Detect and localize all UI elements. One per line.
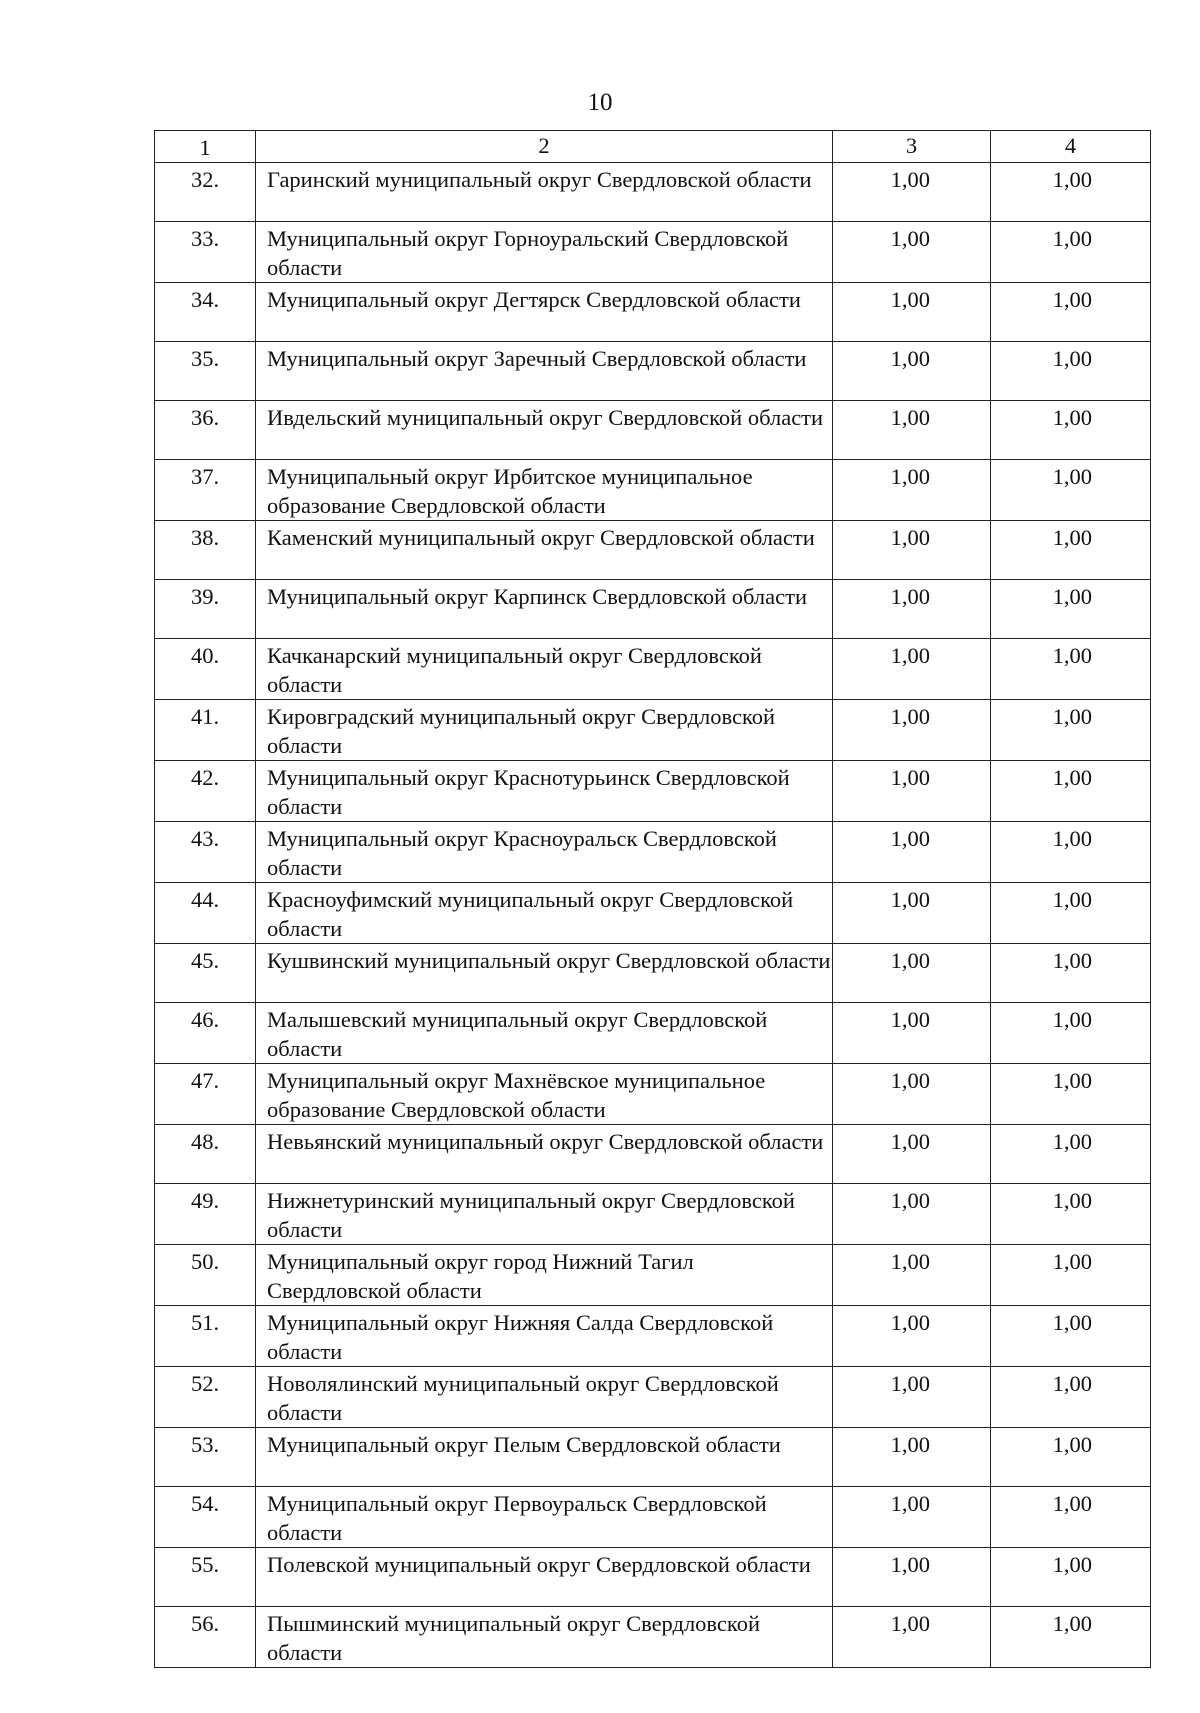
row-value-4: 1,00 xyxy=(991,1367,1151,1428)
row-number: 56. xyxy=(155,1607,256,1668)
row-value-3: 1,00 xyxy=(833,700,991,761)
row-value-3: 1,00 xyxy=(833,1306,991,1367)
row-value-3: 1,00 xyxy=(833,944,991,1003)
row-value-4: 1,00 xyxy=(991,1548,1151,1607)
table-row xyxy=(155,700,1151,761)
row-value-4: 1,00 xyxy=(991,1487,1151,1548)
table-row xyxy=(155,822,1151,883)
row-value-4: 1,00 xyxy=(991,761,1151,822)
row-number: 32. xyxy=(155,163,256,222)
row-value-3: 1,00 xyxy=(833,761,991,822)
row-number: 46. xyxy=(155,1003,256,1064)
row-value-3: 1,00 xyxy=(833,460,991,521)
table-row xyxy=(155,1125,1151,1184)
row-number: 40. xyxy=(155,639,256,700)
row-value-4: 1,00 xyxy=(991,283,1151,342)
header-cell-2: 2 xyxy=(256,131,833,163)
table-row xyxy=(155,1548,1151,1607)
row-name: Полевской муниципальный округ Свердловской области xyxy=(256,1548,833,1607)
row-name: Нижнетуринский муниципальный округ Свердловской области xyxy=(256,1184,833,1245)
row-number: 55. xyxy=(155,1548,256,1607)
row-number: 38. xyxy=(155,521,256,580)
table-row xyxy=(155,222,1151,283)
row-value-3: 1,00 xyxy=(833,1428,991,1487)
row-value-4: 1,00 xyxy=(991,460,1151,521)
table-row xyxy=(155,580,1151,639)
row-value-4: 1,00 xyxy=(991,1428,1151,1487)
row-number: 49. xyxy=(155,1184,256,1245)
row-value-4: 1,00 xyxy=(991,1184,1151,1245)
header-cell-1: 1 xyxy=(155,131,256,163)
row-number: 48. xyxy=(155,1125,256,1184)
row-name: Кировградский муниципальный округ Свердловской области xyxy=(256,700,833,761)
table-row xyxy=(155,460,1151,521)
row-value-3: 1,00 xyxy=(833,1548,991,1607)
table-row xyxy=(155,1607,1151,1668)
row-name: Ивдельский муниципальный округ Свердловской области xyxy=(256,401,833,460)
row-value-3: 1,00 xyxy=(833,822,991,883)
row-value-3: 1,00 xyxy=(833,342,991,401)
table-header-row xyxy=(155,131,1151,163)
row-value-4: 1,00 xyxy=(991,401,1151,460)
table-row xyxy=(155,883,1151,944)
row-value-3: 1,00 xyxy=(833,1487,991,1548)
row-value-4: 1,00 xyxy=(991,1607,1151,1668)
row-value-4: 1,00 xyxy=(991,222,1151,283)
table-row xyxy=(155,1245,1151,1306)
row-number: 41. xyxy=(155,700,256,761)
row-value-3: 1,00 xyxy=(833,639,991,700)
row-number: 34. xyxy=(155,283,256,342)
row-name: Муниципальный округ Первоуральск Свердловской области xyxy=(256,1487,833,1548)
table-row xyxy=(155,163,1151,222)
row-value-3: 1,00 xyxy=(833,283,991,342)
row-value-4: 1,00 xyxy=(991,580,1151,639)
row-name: Каменский муниципальный округ Свердловской области xyxy=(256,521,833,580)
row-name: Качканарский муниципальный округ Свердловской области xyxy=(256,639,833,700)
row-number: 54. xyxy=(155,1487,256,1548)
table-row xyxy=(155,1428,1151,1487)
table-row xyxy=(155,401,1151,460)
row-value-4: 1,00 xyxy=(991,163,1151,222)
row-number: 42. xyxy=(155,761,256,822)
row-name: Муниципальный округ Заречный Свердловской области xyxy=(256,342,833,401)
table-row xyxy=(155,1306,1151,1367)
row-value-4: 1,00 xyxy=(991,1003,1151,1064)
row-value-4: 1,00 xyxy=(991,883,1151,944)
row-name: Муниципальный округ Ирбитское муниципальное образование Свердловской области xyxy=(256,460,833,521)
row-value-3: 1,00 xyxy=(833,1367,991,1428)
row-value-4: 1,00 xyxy=(991,700,1151,761)
row-number: 43. xyxy=(155,822,256,883)
row-value-3: 1,00 xyxy=(833,1064,991,1125)
table-row xyxy=(155,761,1151,822)
row-value-3: 1,00 xyxy=(833,222,991,283)
row-name: Муниципальный округ Красноуральск Свердловской области xyxy=(256,822,833,883)
allocation-table xyxy=(154,130,1151,1668)
table-row xyxy=(155,639,1151,700)
row-number: 51. xyxy=(155,1306,256,1367)
row-number: 37. xyxy=(155,460,256,521)
row-number: 45. xyxy=(155,944,256,1003)
row-number: 50. xyxy=(155,1245,256,1306)
row-value-4: 1,00 xyxy=(991,1064,1151,1125)
row-name: Муниципальный округ Дегтярск Свердловской области xyxy=(256,283,833,342)
row-number: 44. xyxy=(155,883,256,944)
row-name: Муниципальный округ Карпинск Свердловской области xyxy=(256,580,833,639)
row-name: Невьянский муниципальный округ Свердловской области xyxy=(256,1125,833,1184)
row-name: Муниципальный округ Нижняя Салда Свердловской области xyxy=(256,1306,833,1367)
row-name: Муниципальный округ Пелым Свердловской области xyxy=(256,1428,833,1487)
row-value-3: 1,00 xyxy=(833,1184,991,1245)
row-name: Муниципальный округ Махнёвское муниципальное образование Свердловской области xyxy=(256,1064,833,1125)
row-value-4: 1,00 xyxy=(991,639,1151,700)
row-name: Муниципальный округ Краснотурьинск Свердловской области xyxy=(256,761,833,822)
header-cell-4: 4 xyxy=(991,131,1151,163)
table-row xyxy=(155,1064,1151,1125)
row-number: 47. xyxy=(155,1064,256,1125)
row-number: 52. xyxy=(155,1367,256,1428)
row-value-4: 1,00 xyxy=(991,521,1151,580)
row-value-4: 1,00 xyxy=(991,944,1151,1003)
table-body xyxy=(155,131,1151,1668)
table-row xyxy=(155,283,1151,342)
row-number: 33. xyxy=(155,222,256,283)
row-value-4: 1,00 xyxy=(991,1306,1151,1367)
row-number: 39. xyxy=(155,580,256,639)
page-number: 10 xyxy=(587,89,613,116)
row-name: Новолялинский муниципальный округ Свердловской области xyxy=(256,1367,833,1428)
row-value-3: 1,00 xyxy=(833,1003,991,1064)
row-number: 53. xyxy=(155,1428,256,1487)
row-name: Пышминский муниципальный округ Свердловской области xyxy=(256,1607,833,1668)
table-row xyxy=(155,342,1151,401)
row-value-3: 1,00 xyxy=(833,883,991,944)
table-row xyxy=(155,1487,1151,1548)
row-name: Красноуфимский муниципальный округ Свердловской области xyxy=(256,883,833,944)
row-value-3: 1,00 xyxy=(833,1607,991,1668)
table-row xyxy=(155,1184,1151,1245)
row-name: Муниципальный округ Горноуральский Свердловской области xyxy=(256,222,833,283)
row-name: Гаринский муниципальный округ Свердловской области xyxy=(256,163,833,222)
row-value-4: 1,00 xyxy=(991,342,1151,401)
row-value-3: 1,00 xyxy=(833,163,991,222)
row-number: 35. xyxy=(155,342,256,401)
table-row xyxy=(155,521,1151,580)
row-name: Муниципальный округ город Нижний Тагил Свердловской области xyxy=(256,1245,833,1306)
row-value-4: 1,00 xyxy=(991,1125,1151,1184)
row-value-3: 1,00 xyxy=(833,1245,991,1306)
table-row xyxy=(155,1003,1151,1064)
table-row xyxy=(155,1367,1151,1428)
row-number: 36. xyxy=(155,401,256,460)
row-value-3: 1,00 xyxy=(833,401,991,460)
row-value-3: 1,00 xyxy=(833,521,991,580)
row-value-3: 1,00 xyxy=(833,580,991,639)
header-cell-3: 3 xyxy=(833,131,991,163)
row-value-3: 1,00 xyxy=(833,1125,991,1184)
row-value-4: 1,00 xyxy=(991,822,1151,883)
row-name: Малышевский муниципальный округ Свердловской области xyxy=(256,1003,833,1064)
row-name: Кушвинский муниципальный округ Свердловской области xyxy=(256,944,833,1003)
table-row xyxy=(155,944,1151,1003)
row-value-4: 1,00 xyxy=(991,1245,1151,1306)
